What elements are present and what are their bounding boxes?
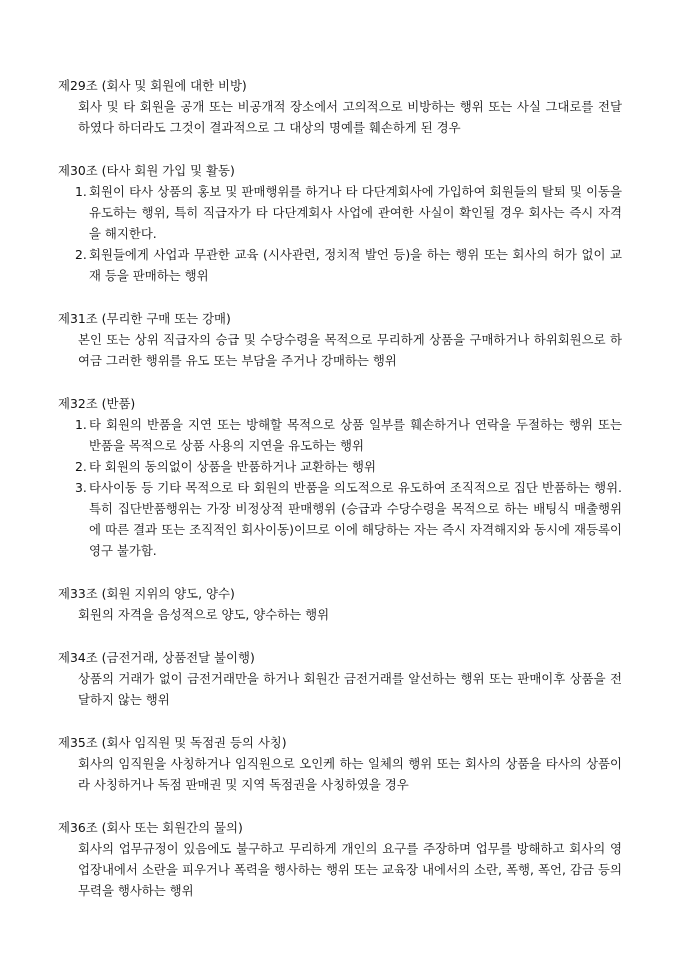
item-text: 타 회원의 동의없이 상품을 반품하거나 교환하는 행위 bbox=[89, 459, 376, 474]
list-item bbox=[75, 414, 622, 456]
list-item bbox=[75, 456, 622, 477]
list-item bbox=[75, 477, 622, 561]
article-30 bbox=[58, 161, 622, 286]
item-text: 타 회원의 반품을 지연 또는 방해할 목적으로 상품 일부를 훼손하거나 연락을 두절하는 행위 또는 반품을 목적으로 상품 사용의 지연을 유도하는 행위 bbox=[89, 417, 622, 453]
article-32 bbox=[58, 394, 622, 561]
article-31 bbox=[58, 309, 622, 371]
item-text: 회원들에게 사업과 무관한 교육 (시사관련, 정치적 발언 등)을 하는 행위 또는 회사의 허가 없이 교재 등을 판매하는 행위 bbox=[89, 247, 622, 283]
item-number: 2. bbox=[75, 247, 87, 262]
list-item bbox=[75, 181, 622, 244]
article-heading: 제34조 (금전거래, 상품전달 불이행) bbox=[58, 650, 255, 665]
article-body: 회사의 임직원을 사칭하거나 임직원으로 오인케 하는 일체의 행위 또는 회사의 상품을 타사의 상품이라 사칭하거나 독점 판매권 및 지역 독점권을 사칭하였을 경우 bbox=[78, 756, 622, 792]
article-item-list bbox=[58, 414, 622, 561]
article-heading: 제30조 (타사 회원 가입 및 활동) bbox=[58, 163, 235, 178]
article-body: 회원의 자격을 음성적으로 양도, 양수하는 행위 bbox=[78, 607, 330, 622]
article-heading: 제32조 (반품) bbox=[58, 396, 136, 411]
article-heading: 제35조 (회사 임직원 및 독점권 등의 사칭) bbox=[58, 735, 287, 750]
article-item-list bbox=[58, 181, 622, 286]
item-text: 타사이동 등 기타 목적으로 타 회원의 반품을 의도적으로 유도하여 조직적으로 집단 반품하는 행위. 특히 집단반품행위는 가장 비정상적 판매행위 (승급과 수당수령을 목적으로 하는 배팅식 매출행위에 따른 결과 또는 조직적인 회사이동)이므로 이에 해당하는 자는 즉시 자격해지와 동시에 재등록이 영구 불가함. bbox=[89, 480, 622, 558]
item-text: 회원이 타사 상품의 홍보 및 판매행위를 하거나 타 다단계회사에 가입하여 회원들의 탈퇴 및 이동을 유도하는 행위, 특히 직급자가 타 다단계회사 사업에 관여한 사실이 확인될 경우 회사는 즉시 자격을 해지한다. bbox=[89, 184, 622, 241]
article-33 bbox=[58, 584, 622, 625]
article-35 bbox=[58, 733, 622, 795]
item-number: 1. bbox=[75, 184, 87, 199]
item-number: 2. bbox=[75, 459, 87, 474]
article-heading: 제33조 (회원 지위의 양도, 양수) bbox=[58, 586, 235, 601]
article-body: 상품의 거래가 없이 금전거래만을 하거나 회원간 금전거래를 알선하는 행위 또는 판매이후 상품을 전달하지 않는 행위 bbox=[78, 671, 622, 707]
article-body: 회사의 업무규정이 있음에도 불구하고 무리하게 개인의 요구를 주장하며 업무를 방해하고 회사의 영업장내에서 소란을 피우거나 폭력을 행사하는 행위 또는 교육장 내에서의 소란, 폭행, 폭언, 감금 등의 무력을 행사하는 행위 bbox=[78, 841, 622, 898]
article-heading: 제31조 (무리한 구매 또는 강매) bbox=[58, 311, 231, 326]
article-29 bbox=[58, 76, 622, 138]
article-body: 회사 및 타 회원을 공개 또는 비공개적 장소에서 고의적으로 비방하는 행위 또는 사실 그대로를 전달하였다 하더라도 그것이 결과적으로 그 대상의 명예를 훼손하게 된 경우 bbox=[78, 99, 622, 135]
item-number: 1. bbox=[75, 417, 87, 432]
article-heading: 제29조 (회사 및 회원에 대한 비방) bbox=[58, 78, 247, 93]
list-item bbox=[75, 244, 622, 286]
article-heading: 제36조 (회사 또는 회원간의 물의) bbox=[58, 820, 243, 835]
article-36 bbox=[58, 818, 622, 901]
item-number: 3. bbox=[75, 480, 87, 495]
article-34 bbox=[58, 648, 622, 710]
article-body: 본인 또는 상위 직급자의 승급 및 수당수령을 목적으로 무리하게 상품을 구매하거나 하위회원으로 하여금 그러한 행위를 유도 또는 부담을 주거나 강매하는 행위 bbox=[78, 332, 622, 368]
